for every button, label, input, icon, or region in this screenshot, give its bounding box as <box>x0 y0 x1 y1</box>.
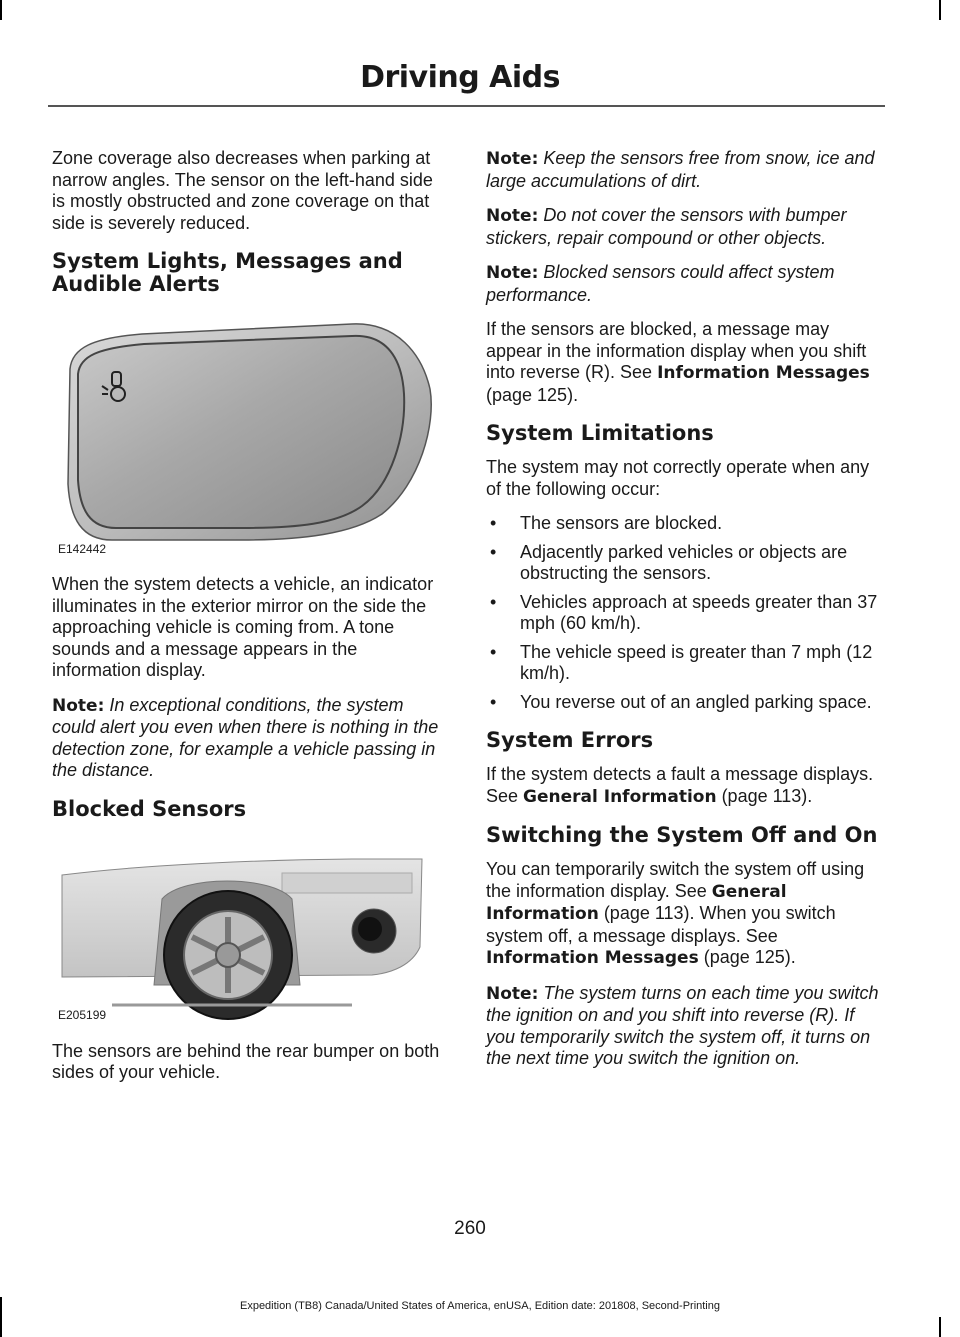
crop-mark <box>939 0 941 20</box>
note-label: Note: <box>486 263 539 283</box>
limitations-list <box>486 513 880 713</box>
note-label: Note: <box>486 983 539 1004</box>
zone-coverage-paragraph: Zone coverage also decreases when parking at narrow angles. The sensor on the left-hand side is mostly obstructed and zone coverage on that side is severely reduced. <box>52 148 433 233</box>
note-label: Note: <box>52 695 105 716</box>
note-system-turns-on <box>486 983 880 1070</box>
mirror-figure <box>52 314 442 560</box>
note-text: Blocked sensors could affect system performance. <box>486 262 835 305</box>
note-blocked-sensors <box>486 262 880 306</box>
crop-mark <box>0 0 2 20</box>
link-information-messages[interactable]: Information Messages <box>657 363 870 383</box>
blocked-message-paragraph: If the sensors are blocked, a message may appear in the information display when you shift into reverse (R). See Information Messages (page 125). <box>486 319 870 405</box>
figure-id: E205199 <box>58 1008 107 1022</box>
list-item: • Vehicles approach at speeds greater than 37 mph (60 km/h). <box>486 592 880 635</box>
link-general-information[interactable]: General Information <box>486 881 787 924</box>
switch-paragraph: You can temporarily switch the system off using the information display. See General Information (page 113). When you switch system off, a message displays. See Information Messages (page 125). <box>486 859 865 968</box>
crop-mark <box>939 1317 941 1337</box>
mirror-illustration <box>52 314 432 550</box>
bumper-figure <box>52 855 442 1027</box>
detection-paragraph: When the system detects a vehicle, an indicator illuminates in the exterior mirror on the side the approaching vehicle is coming from. A tone sounds and a message appears in the information display. <box>52 574 434 680</box>
heading-blocked-sensors: Blocked Sensors <box>52 796 247 821</box>
rear-bumper-illustration <box>52 855 432 1021</box>
heading-system-limitations: System Limitations <box>486 421 714 445</box>
footer-edition: Expedition (TB8) Canada/United States of America, enUSA, Edition date: 201808, Second-Printing <box>239 1300 720 1312</box>
link-general-information[interactable]: General Information <box>523 786 717 807</box>
page-number: 260 <box>454 1218 486 1239</box>
note-keep-sensors-free <box>486 148 880 192</box>
page-title: Driving Aids <box>360 60 560 95</box>
list-item: • You reverse out of an angled parking space. <box>486 692 880 714</box>
heading-switching-system: Switching the System Off and On <box>486 823 878 847</box>
sensors-location-paragraph: The sensors are behind the rear bumper on both sides of your vehicle. <box>52 1040 440 1082</box>
note-label: Note: <box>486 149 539 169</box>
note-exceptional-conditions <box>52 695 447 782</box>
heading-system-lights: System Lights, Messages and Audible Alerts <box>52 249 403 296</box>
link-information-messages[interactable]: Information Messages <box>486 948 699 968</box>
note-text: The system turns on each time you switch the ignition on and you shift into reverse (R). If you temporarily switch the system off, it turns on the next time you switch the ignition on. <box>486 982 879 1068</box>
figure-id: E142442 <box>58 541 107 556</box>
right-column <box>486 148 880 1083</box>
list-item: • The vehicle speed is greater than 7 mph (12 km/h). <box>486 642 880 685</box>
note-text: In exceptional conditions, the system could alert you even when there is nothing in the detection zone, for example a vehicle passing in the distance. <box>52 694 439 780</box>
note-label: Note: <box>486 206 539 226</box>
left-column <box>52 148 447 1097</box>
limitations-intro: The system may not correctly operate when any of the following occur: <box>486 457 870 499</box>
heading-system-errors: System Errors <box>486 728 654 752</box>
list-item: • The sensors are blocked. <box>486 513 880 535</box>
list-item: • Adjacently parked vehicles or objects are obstructing the sensors. <box>486 542 880 585</box>
note-do-not-cover <box>486 205 880 249</box>
note-text: Do not cover the sensors with bumper stickers, repair compound or other objects. <box>486 205 847 248</box>
note-text: Keep the sensors free from snow, ice and large accumulations of dirt. <box>486 148 875 191</box>
errors-paragraph: If the system detects a fault a message displays. See General Information (page 113). <box>486 764 874 807</box>
header-divider <box>48 105 885 107</box>
